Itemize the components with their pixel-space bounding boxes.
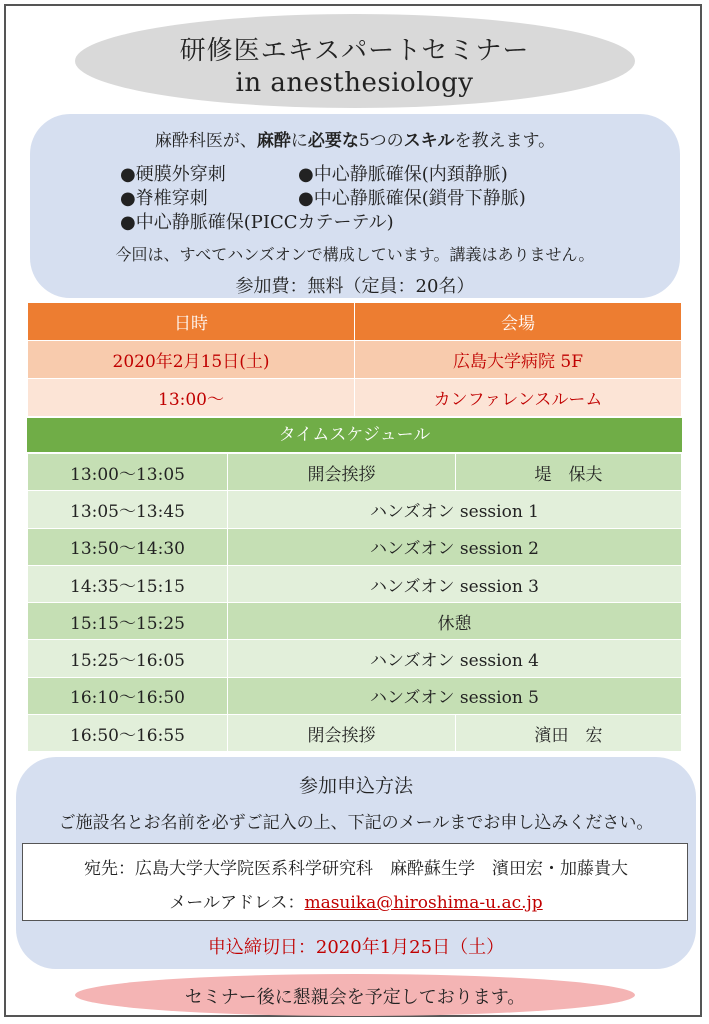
application-title: 参加申込方法: [298, 775, 413, 797]
table-row: [28, 677, 682, 714]
schedule-time: 15:25〜16:05: [28, 640, 228, 677]
schedule-person: 堤 保夫: [456, 454, 682, 491]
email-link[interactable]: masuika@hiroshima-u.ac.jp: [304, 893, 543, 913]
schedule-time: 13:05〜13:45: [28, 491, 228, 528]
party-text: セミナー後に懇親会を予定しております。: [184, 987, 526, 1008]
table-row: [28, 640, 682, 677]
time-cell: 13:00〜: [28, 379, 355, 417]
schedule-event: 休憩: [228, 603, 682, 640]
venue-cell: 広島大学病院 5F: [355, 341, 682, 379]
intro-lead: 麻酔科医が、麻酔に必要な5つのスキルを教えます。: [154, 131, 556, 151]
date-cell: 2020年2月15日(土): [28, 341, 355, 379]
schedule-table: [27, 453, 682, 752]
page-title: 研修医エキスパートセミナー: [179, 36, 530, 66]
schedule-time: 16:50〜16:55: [28, 715, 228, 752]
info-table: [27, 302, 682, 417]
table-row: [28, 565, 682, 602]
table-row: [28, 491, 682, 528]
schedule-header: タイムスケジュール: [27, 418, 682, 452]
schedule-event: ハンズオン session 1: [228, 491, 682, 528]
intro-note: 今回は、すべてハンズオンで構成しています。講義はありません。: [115, 245, 595, 264]
address-line: 宛先：広島大学大学院医系科学研究科 麻酔蘇生学 濱田宏・加藤貴大: [84, 859, 628, 879]
email-line: [23, 888, 689, 913]
application-instructions: ご施設名とお名前を必ずご記入の上、下記のメールまでお申し込みください。: [58, 813, 654, 833]
schedule-event: ハンズオン session 5: [228, 677, 682, 714]
schedule-event: 閉会挨拶: [228, 715, 456, 752]
schedule-event: 開会挨拶: [228, 454, 456, 491]
table-row: [28, 715, 682, 752]
skill-item: ●中心静脈確保(PICCカテーテル): [120, 212, 394, 233]
room-cell: カンファレンスルーム: [355, 379, 682, 417]
skill-item: ●中心静脈確保(内頚静脈): [298, 164, 508, 185]
schedule-time: 15:15〜15:25: [28, 603, 228, 640]
intro-box: [30, 114, 680, 298]
schedule-event: ハンズオン session 3: [228, 565, 682, 602]
header-datetime: 日時: [28, 303, 355, 341]
table-row: [28, 603, 682, 640]
schedule-time: 13:50〜14:30: [28, 528, 228, 565]
schedule-event: ハンズオン session 2: [228, 528, 682, 565]
email-label: メールアドレス：: [169, 893, 305, 913]
fee-text: 参加費：無料（定員：20名）: [235, 276, 475, 297]
skill-item: ●硬膜外穿刺: [120, 164, 226, 185]
party-banner: [75, 974, 635, 1016]
address-box: [22, 843, 688, 921]
skill-item: ●脊椎穿刺: [120, 188, 208, 209]
table-row: [28, 528, 682, 565]
page-subtitle: in anesthesiology: [235, 68, 474, 98]
schedule-event: ハンズオン session 4: [228, 640, 682, 677]
schedule-time: 16:10〜16:50: [28, 677, 228, 714]
schedule-time: 13:00〜13:05: [28, 454, 228, 491]
deadline-text: 申込締切日：2020年1月25日（土）: [207, 937, 505, 958]
header-venue: 会場: [355, 303, 682, 341]
application-box: [16, 757, 696, 969]
schedule-time: 14:35〜15:15: [28, 565, 228, 602]
schedule-person: 濱田 宏: [456, 715, 682, 752]
skill-item: ●中心静脈確保(鎖骨下静脈): [298, 188, 526, 209]
table-row: [28, 454, 682, 491]
